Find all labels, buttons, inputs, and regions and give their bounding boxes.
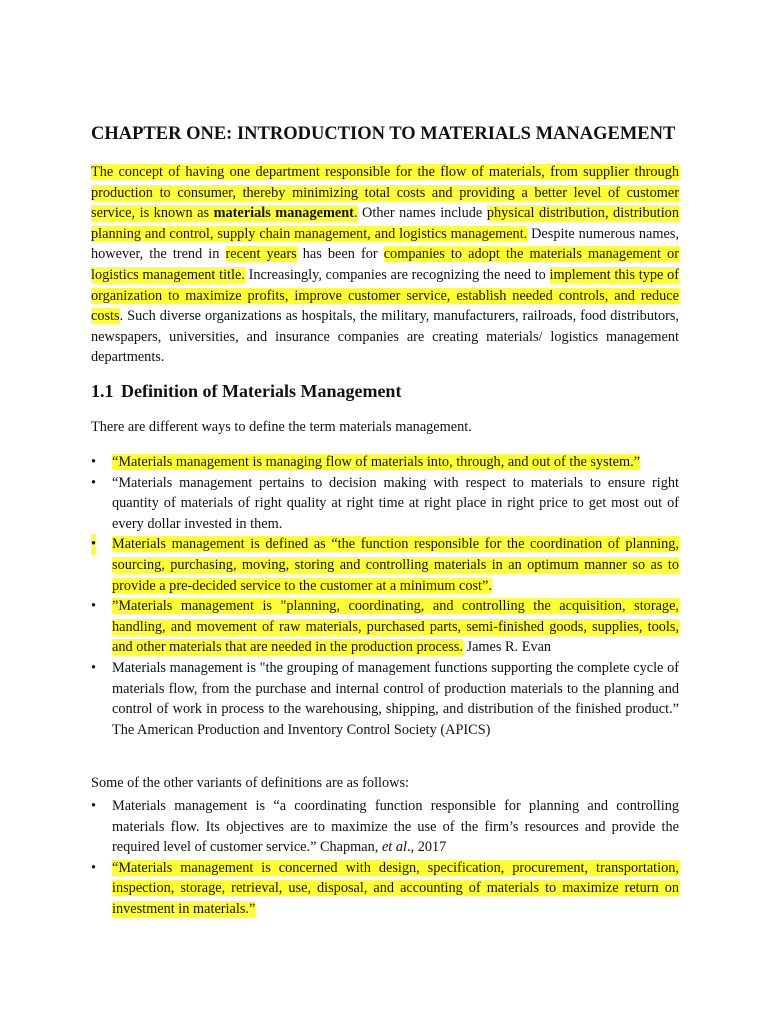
- section-title: Definition of Materials Management: [121, 381, 402, 401]
- intro-text-7: has been for: [296, 246, 384, 263]
- list-item: [91, 596, 679, 658]
- intro-text-11: . Such diverse organizations as hospitals, the military, manufacturers, railroads, food distributors, newspapers, universities, and insurance companies are creating materials/ logistics management departments.: [91, 308, 679, 366]
- intro-text-4: physical distribution, distribution planning and control, supply chain management, and logistics management.: [91, 205, 679, 242]
- intro-paragraph: [91, 162, 679, 368]
- bullet-icon: •: [91, 859, 97, 876]
- variant-text: Materials management is “a coordinating function responsible for planning and controlling materials flow. Its objectives are to maximize the use of the firm’s resources and provide the required level of customer service.” Chapman,: [112, 798, 679, 856]
- definition-text: “Materials management is managing flow of materials into, through, and out of the system.”: [112, 454, 641, 470]
- intro-text-8: companies to adopt the materials management or logistics management title.: [91, 246, 679, 283]
- definition-text: ”Materials management is "planning, coordinating, and controlling the acquisition, storage, handling, and movement of raw materials, purchased parts, semi-finished goods, supplies, tools, and other materials that are needed in the production process.: [112, 598, 679, 656]
- intro-text-9: Increasingly, companies are recognizing the need to: [244, 266, 550, 283]
- definition-text: “Materials management pertains to decision making with respect to materials to ensure right quantity of materials of right quality at right time at right place in right price to get most out of every dollar invested in them.: [112, 474, 679, 532]
- list-item: [91, 796, 679, 858]
- list-item: [91, 658, 679, 740]
- list-item: [91, 858, 679, 920]
- variants-intro: Some of the other variants of definitions are as follows:: [91, 775, 410, 791]
- definition-text: Materials management is "the grouping of management functions supporting the complete cycle of materials flow, from the purchase and internal control of production materials to the planning and control of work in process to the warehousing, shipping, and distribution of the finished product.” The American Production and Inventory Control Society (APICS): [112, 659, 679, 738]
- variant-text: “Materials management is concerned with design, specification, procurement, transportation, inspection, storage, retrieval, use, disposal, and accounting of materials to maximize return on investment in materials.”: [112, 859, 679, 917]
- list-item: [91, 534, 679, 596]
- variant-etal: et al: [381, 839, 407, 856]
- intro-bold-term: materials management: [213, 205, 354, 222]
- intro-text-3: Other names include: [357, 205, 487, 222]
- intro-text-2: .: [353, 205, 358, 222]
- intro-text-1: The concept of having one department responsible for the flow of materials, from supplier through production to consumer, thereby minimizing total costs and providing a better level of customer service, is known as: [91, 164, 679, 222]
- section-heading: [91, 381, 401, 402]
- chapter-title: CHAPTER ONE: INTRODUCTION TO MATERIALS MANAGEMENT: [91, 124, 676, 144]
- bullet-icon: •: [91, 474, 97, 491]
- variant-year: ., 2017: [406, 839, 447, 856]
- intro-text-5: Despite numerous names, however, the trend in: [91, 225, 679, 263]
- variants-list: [91, 796, 679, 920]
- list-item: [91, 452, 679, 473]
- definitions-list: [91, 452, 679, 740]
- intro-text-6: recent years: [225, 246, 297, 263]
- section-number: 1.1: [91, 381, 114, 401]
- bullet-icon: •: [91, 534, 96, 555]
- intro-text-10: implement this type of organization to maximize profits, improve customer service, establish needed controls, and reduce costs: [91, 266, 679, 325]
- section-intro: There are different ways to define the term materials management.: [91, 419, 472, 435]
- bullet-icon: •: [91, 598, 97, 615]
- bullet-icon: •: [91, 454, 97, 470]
- definition-text: Materials management is defined as “the function responsible for the coordination of planning, sourcing, purchasing, moving, storing and controlling materials in an optimum manner so as to provide a pre-decided service to the customer at a minimum cost”.: [112, 536, 679, 594]
- definition-source: James R. Evan: [462, 639, 552, 656]
- list-item: [91, 473, 679, 535]
- bullet-icon: •: [91, 798, 97, 814]
- bullet-icon: •: [91, 659, 97, 676]
